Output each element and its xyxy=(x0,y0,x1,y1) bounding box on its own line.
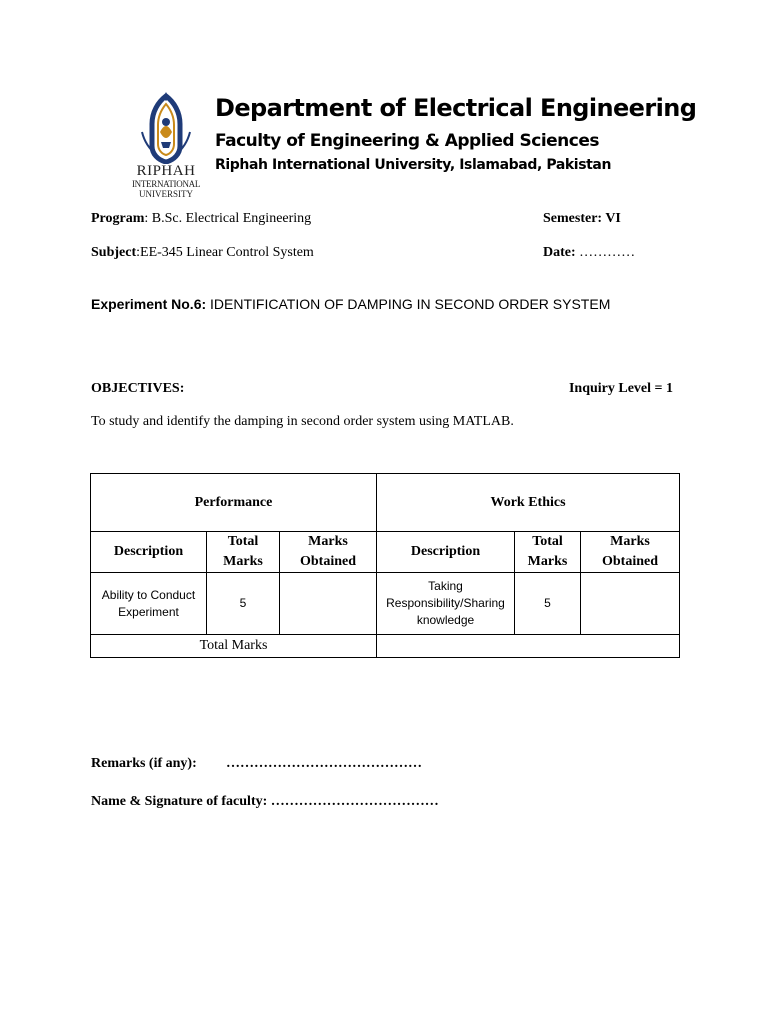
university-subtitle: Riphah International University, Islamabad, Pakistan xyxy=(215,157,612,173)
ethics-description-header: Description xyxy=(377,532,515,573)
date-label: Date: xyxy=(543,245,576,260)
cell-line: Ability to Conduct xyxy=(101,587,196,602)
performance-description-header: Description xyxy=(91,532,207,573)
university-logo xyxy=(128,92,204,200)
total-marks-label: Total Marks xyxy=(91,635,377,658)
ethics-marks-obtained-header xyxy=(581,532,680,573)
ethics-description-cell xyxy=(377,573,515,635)
remarks-label: Remarks (if any): xyxy=(91,756,197,771)
header-word: Marks xyxy=(223,554,263,569)
marks-table xyxy=(90,473,680,658)
logo-line-3: UNIVERSITY xyxy=(139,189,193,199)
performance-description-cell xyxy=(91,573,207,635)
table-total-row xyxy=(91,635,680,658)
university-crest-icon xyxy=(128,92,204,164)
signature-label: Name & Signature of faculty: xyxy=(91,794,268,809)
work-ethics-header: Work Ethics xyxy=(377,474,680,532)
program-value: : B.Sc. Electrical Engineering xyxy=(144,211,312,226)
signature-line xyxy=(91,794,439,810)
logo-wordmark xyxy=(128,164,204,199)
header-word: Total xyxy=(532,534,563,549)
header-word: Marks xyxy=(527,554,568,569)
cell-line: Taking xyxy=(428,579,463,593)
ethics-total-marks-header xyxy=(515,532,581,573)
header-word: Obtained xyxy=(602,554,659,569)
cell-line: knowledge xyxy=(416,613,475,627)
header-word: Obtained xyxy=(299,554,356,569)
table-subheader-row xyxy=(91,532,680,573)
total-marks-value[interactable] xyxy=(377,635,680,658)
performance-header: Performance xyxy=(91,474,377,532)
logo-line-2: INTERNATIONAL xyxy=(131,179,201,189)
date-line xyxy=(543,245,635,261)
subject-label: Subject xyxy=(91,245,137,260)
semester-label: Semester: VI xyxy=(543,211,621,226)
logo-line-1: RIPHAH xyxy=(136,163,196,179)
cell-line: Experiment xyxy=(118,604,179,619)
performance-total-marks-header xyxy=(207,532,280,573)
performance-obtained-cell[interactable] xyxy=(280,573,377,635)
ethics-obtained-cell[interactable] xyxy=(581,573,680,635)
objectives-text: To study and identify the damping in second order system using MATLAB. xyxy=(91,414,514,429)
program-line xyxy=(91,211,311,227)
ethics-total-cell: 5 xyxy=(515,573,581,635)
table-group-header-row xyxy=(91,474,680,532)
header-word: Marks xyxy=(308,534,348,549)
signature-dots: ……………………………… xyxy=(267,794,439,809)
remarks-line xyxy=(91,756,197,772)
table-row xyxy=(91,573,680,635)
performance-total-cell: 5 xyxy=(207,573,280,635)
experiment-title: IDENTIFICATION OF DAMPING IN SECOND ORDER SYSTEM xyxy=(206,296,611,312)
header-word: Total xyxy=(227,534,259,549)
department-title: Department of Electrical Engineering xyxy=(215,94,697,122)
remarks-dots: …………………………………… xyxy=(226,756,422,771)
experiment-heading xyxy=(91,296,610,312)
objectives-heading: OBJECTIVES: xyxy=(91,381,185,396)
faculty-subtitle: Faculty of Engineering & Applied Sciences xyxy=(215,131,600,151)
subject-value: :EE-345 Linear Control System xyxy=(136,245,314,260)
program-label: Program xyxy=(91,211,145,226)
performance-marks-obtained-header xyxy=(280,532,377,573)
header-word: Marks xyxy=(610,534,650,549)
experiment-label: Experiment No.6: xyxy=(91,296,207,312)
date-value: ………… xyxy=(575,245,636,260)
cell-line: Responsibility/Sharing xyxy=(386,596,505,610)
inquiry-level: Inquiry Level = 1 xyxy=(568,381,673,396)
subject-line xyxy=(91,245,314,261)
